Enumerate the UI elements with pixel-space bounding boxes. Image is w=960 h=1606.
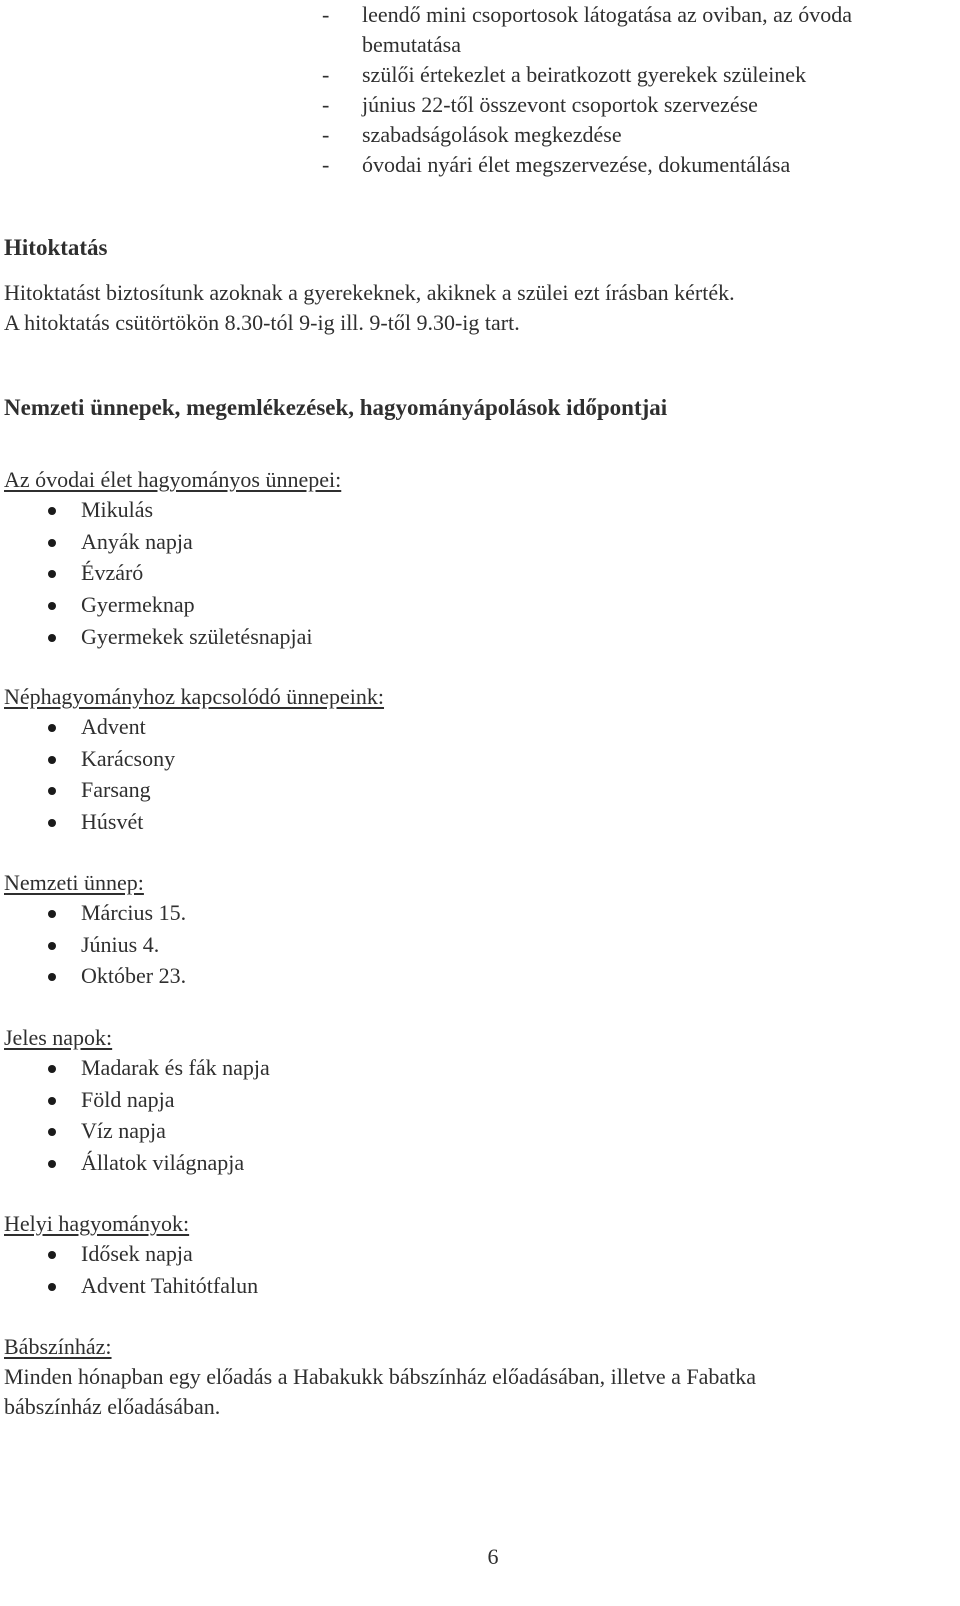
section-label: Jeles napok: bbox=[4, 1025, 113, 1050]
list-item bbox=[4, 807, 924, 839]
list-item bbox=[4, 744, 924, 776]
section-national-holiday bbox=[4, 868, 924, 993]
bullet-icon bbox=[48, 910, 56, 918]
puppet-theatre-line-2: bábszínház előadásában. bbox=[4, 1394, 221, 1419]
list-item-text: Állatok világnapja bbox=[81, 1150, 245, 1176]
dash-list-item bbox=[0, 150, 900, 180]
bullet-list bbox=[4, 1053, 924, 1180]
list-item bbox=[4, 1085, 924, 1117]
bullet-list bbox=[4, 712, 924, 839]
section-label: Az óvodai élet hagyományos ünnepei: bbox=[4, 467, 342, 492]
list-item bbox=[4, 1148, 924, 1180]
dash-marker: - bbox=[322, 62, 330, 87]
section-puppet-theatre bbox=[4, 1332, 924, 1422]
bullet-icon bbox=[48, 819, 56, 827]
hitoktatas-section bbox=[4, 233, 924, 263]
list-item bbox=[4, 622, 924, 654]
bullet-icon bbox=[48, 1160, 56, 1168]
dash-list bbox=[0, 0, 900, 180]
hitoktatas-heading: Hitoktatás bbox=[4, 235, 108, 260]
nemzeti-section bbox=[4, 393, 924, 423]
hitoktatas-line-2: A hitoktatás csütörtökön 8.30-tól 9-ig ill. 9-től 9.30-ig tart. bbox=[4, 310, 520, 335]
list-item-text: Madarak és fák napja bbox=[81, 1055, 270, 1080]
bullet-icon bbox=[48, 756, 56, 764]
list-item-text: Évzáró bbox=[81, 560, 144, 586]
list-item-text: Advent bbox=[81, 714, 146, 739]
nemzeti-heading: Nemzeti ünnepek, megemlékezések, hagyományápolások időpontjai bbox=[4, 395, 668, 420]
bullet-icon bbox=[48, 1065, 56, 1073]
list-item bbox=[4, 1053, 924, 1085]
list-item-text: Március 15. bbox=[81, 900, 187, 925]
list-item bbox=[4, 898, 924, 930]
bullet-icon bbox=[48, 602, 56, 610]
dash-list-item-text: szülői értekezlet a beiratkozott gyerekek szüleinek bbox=[362, 62, 807, 87]
section-label: Helyi hagyományok: bbox=[4, 1211, 190, 1236]
section-local-traditions bbox=[4, 1209, 924, 1302]
list-item bbox=[4, 527, 924, 559]
list-item bbox=[4, 1116, 924, 1148]
bullet-icon bbox=[48, 634, 56, 642]
section-label: Nemzeti ünnep: bbox=[4, 870, 144, 895]
bullet-icon bbox=[48, 973, 56, 981]
dash-list-item bbox=[0, 90, 900, 120]
list-item-text: Mikulás bbox=[81, 497, 154, 522]
bullet-icon bbox=[48, 507, 56, 515]
bullet-icon bbox=[48, 724, 56, 732]
section-traditional-holidays bbox=[4, 465, 924, 653]
dash-list-item-text: szabadságolások megkezdése bbox=[362, 122, 622, 147]
list-item-text: Föld napja bbox=[81, 1086, 175, 1112]
list-item-text: Október 23. bbox=[81, 963, 187, 989]
section-notable-days bbox=[4, 1023, 924, 1180]
bullet-list bbox=[4, 495, 924, 653]
list-item bbox=[4, 961, 924, 993]
list-item-text: Karácsony bbox=[81, 745, 176, 771]
bullet-icon bbox=[48, 1097, 56, 1105]
list-item bbox=[4, 1239, 924, 1271]
list-item bbox=[4, 1271, 924, 1303]
list-item-text: Gyermekek születésnapjai bbox=[81, 623, 313, 649]
page-number: 6 bbox=[487, 1544, 499, 1569]
dash-list-item-text: óvodai nyári élet megszervezése, dokumentálása bbox=[362, 152, 791, 177]
bullet-icon bbox=[48, 570, 56, 578]
bullet-icon bbox=[48, 787, 56, 795]
bullet-icon bbox=[48, 1251, 56, 1259]
dash-marker: - bbox=[322, 152, 330, 177]
bullet-icon bbox=[48, 539, 56, 547]
list-item-text: Víz napja bbox=[81, 1118, 166, 1144]
hitoktatas-body bbox=[4, 278, 924, 338]
list-item-text: Gyermeknap bbox=[81, 592, 195, 618]
bullet-list bbox=[4, 1239, 924, 1302]
dash-marker: - bbox=[322, 122, 330, 147]
list-item-text: Advent Tahitótfalun bbox=[81, 1272, 259, 1298]
section-folk-holidays bbox=[4, 682, 924, 839]
section-label: Bábszínház: bbox=[4, 1334, 112, 1359]
list-item bbox=[4, 930, 924, 962]
list-item-text: Húsvét bbox=[81, 809, 144, 835]
list-item-text: Anyák napja bbox=[81, 528, 193, 554]
puppet-theatre-line-1: Minden hónapban egy előadás a Habakukk bábszínház előadásában, illetve a Fabatka bbox=[4, 1364, 756, 1389]
bullet-icon bbox=[48, 942, 56, 950]
list-item-text: Június 4. bbox=[81, 931, 160, 957]
list-item bbox=[4, 712, 924, 744]
bullet-icon bbox=[48, 1283, 56, 1291]
list-item bbox=[4, 558, 924, 590]
dash-list-item bbox=[0, 120, 900, 150]
list-item bbox=[4, 590, 924, 622]
bullet-list bbox=[4, 898, 924, 993]
list-item bbox=[4, 775, 924, 807]
list-item-text: Farsang bbox=[81, 777, 151, 803]
list-item bbox=[4, 495, 924, 527]
dash-list-item-text: leendő mini csoportosok látogatása az oviban, az óvoda bemutatása bbox=[362, 2, 852, 57]
dash-list-item bbox=[0, 0, 900, 60]
hitoktatas-line-1: Hitoktatást biztosítunk azoknak a gyerekeknek, akiknek a szülei ezt írásban kérték. bbox=[4, 280, 735, 305]
bullet-icon bbox=[48, 1128, 56, 1136]
dash-list-item bbox=[0, 60, 900, 90]
section-label: Néphagyományhoz kapcsolódó ünnepeink: bbox=[4, 684, 385, 709]
list-item-text: Idősek napja bbox=[81, 1241, 193, 1266]
dash-marker: - bbox=[322, 92, 330, 117]
dash-list-item-text: június 22-től összevont csoportok szervezése bbox=[362, 92, 758, 117]
dash-marker: - bbox=[322, 2, 330, 27]
